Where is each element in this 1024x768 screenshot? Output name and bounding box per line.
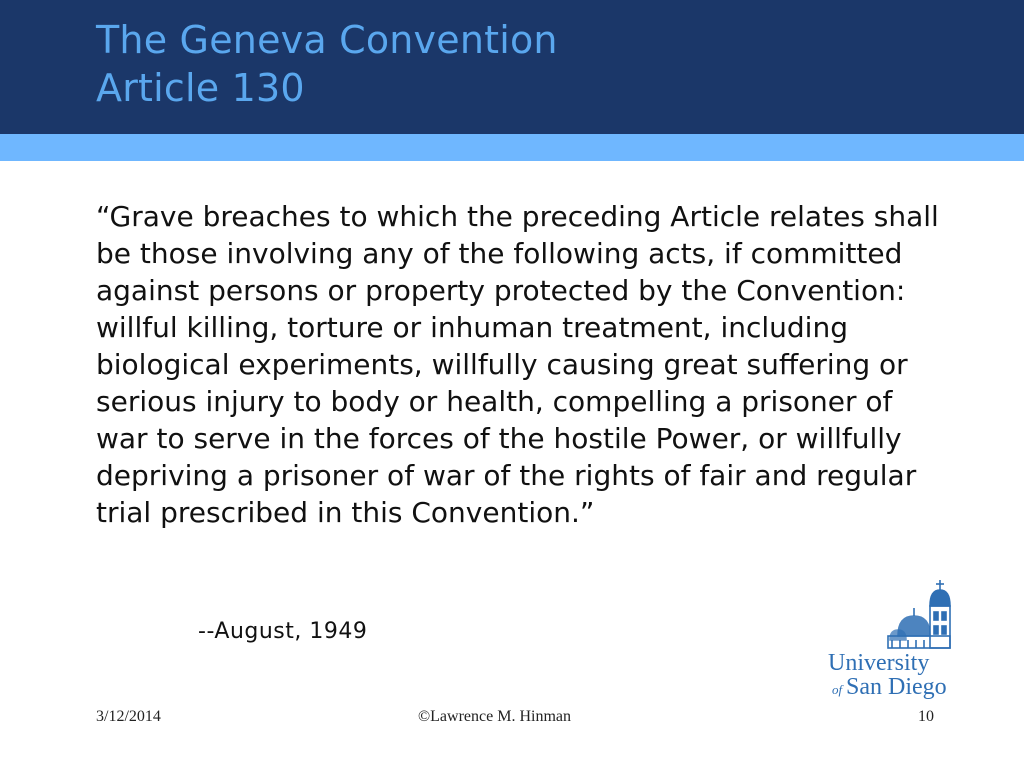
title-line-1: The Geneva Convention	[96, 18, 558, 62]
quote-attribution: --August, 1949	[198, 619, 368, 644]
slide-title	[96, 16, 558, 112]
title-line-2: Article 130	[96, 66, 305, 110]
header-stripe	[0, 134, 1024, 161]
footer-date: 3/12/2014	[96, 708, 161, 725]
university-logo	[826, 578, 958, 700]
footer-author: ©Lawrence M. Hinman	[418, 708, 571, 725]
mission-building-icon	[888, 580, 950, 648]
logo-university: University	[828, 650, 930, 676]
logo-of: of	[832, 682, 843, 697]
footer-page-number: 10	[918, 708, 934, 725]
quote-text: “Grave breaches to which the preceding Article relates shall be those involving any of the following acts, if committed against persons or property protected by the Convention: willful killing, torture or inhuman treatment, including biological experiments, willfully causing great suffering or serious injury to body or health, compelling a prisoner of war to serve in the forces of the hostile Power, or willfully depriving a prisoner of war of the rights of fair and regular trial prescribed in this Convention.”	[96, 200, 939, 529]
logo-san-diego: San Diego	[846, 674, 947, 700]
